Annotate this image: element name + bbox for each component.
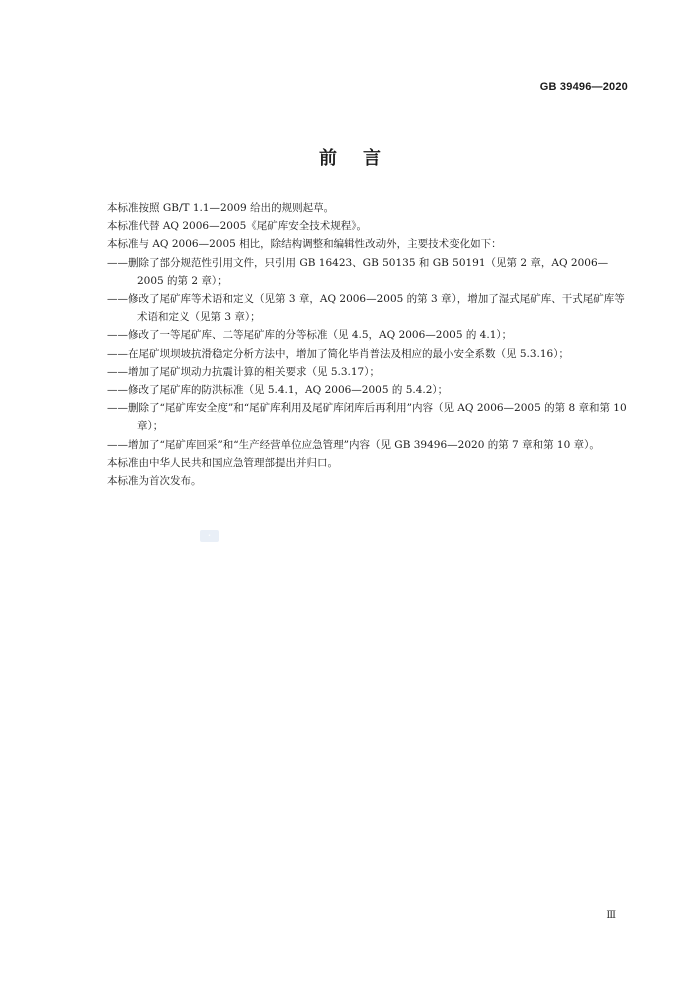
page-title: 前言 — [319, 148, 407, 169]
closing-paragraph-1: 本标准由中华人民共和国应急管理部提出并归口。 — [107, 456, 338, 469]
standard-code: GB 39496—2020 — [539, 81, 628, 93]
watermark-logo-icon: • — [200, 530, 219, 542]
change-item-5: ——增加了尾矿坝动力抗震计算的相关要求（见 5.3.17）； — [107, 365, 380, 378]
change-item-8: ——增加了“尾矿库回采”和“生产经营单位应急管理”内容（见 GB 39496—2020 的第 7 章和第 10 章）。 — [107, 438, 600, 451]
page-number: Ⅲ — [606, 910, 616, 921]
intro-paragraph-1: 本标准按照 GB/T 1.1—2009 给出的规则起草。 — [107, 202, 335, 214]
intro-paragraph-3: 本标准与 AQ 2006—2005 相比，除结构调整和编辑性改动外，主要技术变化如下： — [107, 238, 502, 251]
change-item-1: ——删除了部分规范性引用文件，只引用 GB 16423、GB 50135 和 GB 50191（见第 2 章，AQ 2006—2005 的第 2 章）； — [107, 256, 609, 287]
foreword-body — [107, 199, 627, 490]
change-item-7: ——删除了“尾矿库安全度”和“尾矿库利用及尾矿库闭库后再利用”内容（见 AQ 2006—2005 的第 8 章和第 10 章）； — [107, 402, 627, 433]
change-item-3: ——修改了一等尾矿库、二等尾矿库的分等标准（见 4.5，AQ 2006—2005 的 4.1）； — [107, 329, 513, 342]
closing-paragraph-2: 本标准为首次发布。 — [107, 475, 202, 488]
change-item-4: ——在尾矿坝坝坡抗滑稳定分析方法中，增加了简化毕肖普法及相应的最小安全系数（见 5.3.16）； — [107, 347, 569, 360]
change-item-2: ——修改了尾矿库等术语和定义（见第 3 章，AQ 2006—2005 的第 3 章），增加了湿式尾矿库、干式尾矿库等术语和定义（见第 3 章）； — [107, 293, 625, 324]
intro-paragraph-2: 本标准代替 AQ 2006—2005《尾矿库安全技术规程》。 — [107, 220, 368, 233]
change-item-6: ——修改了尾矿库的防洪标准（见 5.4.1，AQ 2006—2005 的 5.4.2）； — [107, 384, 449, 397]
